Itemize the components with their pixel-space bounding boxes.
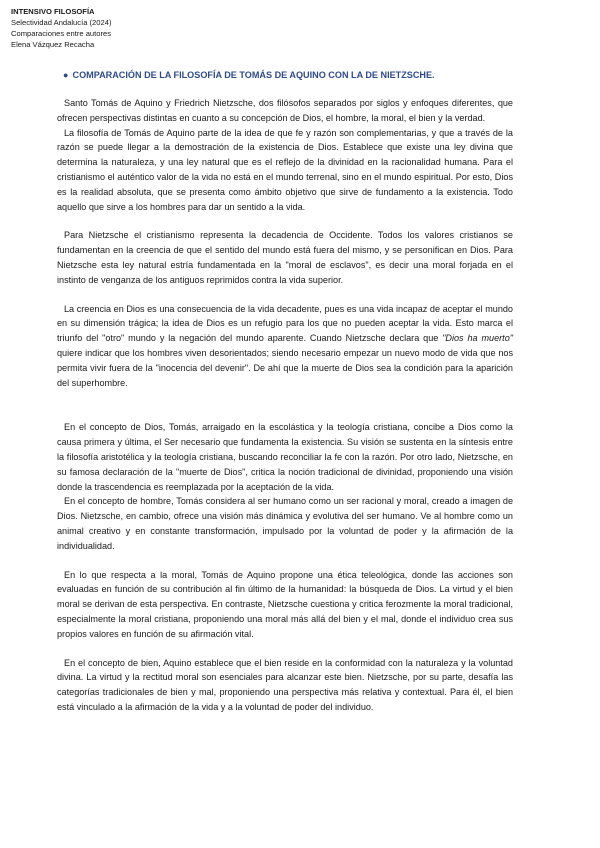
document-body	[57, 96, 513, 715]
paragraph-concept-good: En el concepto de bien, Aquino establece que el bien reside en la conformidad con la naturaleza y la voluntad divina. La virtud y la rectitud moral son esenciales para alcanzar este bien. Nietzsche, por su parte, desafía las categorías tradicionales de bien y mal, proponiendo una perspectiva más relativa y contextual. Para él, el bien está vinculado a la afirmación de la vida y a la voluntad de poder del individuo.	[57, 657, 513, 712]
exam-label: Selectividad Andalucía (2024)	[11, 18, 112, 27]
quote-dios-ha-muerto: "Dios ha muerto"	[442, 333, 513, 344]
bullet-icon: ●	[63, 70, 69, 80]
section-title-text: COMPARACIÓN DE LA FILOSOFÍA DE TOMÁS DE AQUINO CON LA DE NIETZSCHE.	[72, 70, 435, 80]
document-header	[11, 6, 111, 50]
paragraph-concept-moral: En lo que respecta a la moral, Tomás de Aquino propone una ética teleológica, donde las acciones son evaluadas en función de su contribución al fin último de la humanidad: la búsqueda de Dios. La virtud y el bien moral se derivan de esta perspectiva. En contraste, Nietzsche cuestiona y critica ferozmente la moral tradicional, especialmente la moral cristiana, proponiendo una moral más allá del bien y el mal, donde el individuo crea sus propios valores en función de su afirmación vital.	[57, 569, 513, 639]
paragraph-nietzsche-christianity: Para Nietzsche el cristianismo representa la decadencia de Occidente. Todos los valores cristianos se fundamentan en la creencia de que el sentido del mundo está fuera del mismo, y se personifican en Dios. Para Nietzsche esta ley natural estría fundamentada en la "moral de esclavos", es decir una moral forjada en el instinto de venganza de los antiguos reprimidos contra la vida superior.	[57, 230, 513, 285]
author-name: Elena Vázquez Recacha	[11, 40, 95, 49]
paragraph-death-of-god-part1: La creencia en Dios es una consecuencia de la vida decadente, pues es una vida incapaz de aceptar el mundo en su dimensión trágica; la idea de Dios es un refugio para los que no pueden aceptar la vida. Esto marca el triunfo del "otro" mundo y la negación del mundo aparente. Cuando Nietzsche declara que	[57, 303, 513, 344]
paragraph-intro: Santo Tomás de Aquino y Friedrich Nietzsche, dos filósofos separados por siglos y enfoques diferentes, que ofrecen perspectivas distintas en cuanto a su concepción de Dios, el hombre, la moral, el bien y la verdad.	[57, 98, 513, 123]
paragraph-death-of-god-part2: quiere indicar que los hombres viven desorientados; siendo necesario empezar un nuevo modo de vida que nos permita vivir fuera de la "inocencia del devenir". De ahí que la muerte de Dios sea la condición para la aparición del superhombre.	[57, 347, 513, 388]
paragraph-concept-god: En el concepto de Dios, Tomás, arraigado en la escolástica y la teología cristiana, concibe a Dios como la causa primera y última, el Ser necesario que fundamenta la existencia. Su visión se sustenta en la síntesis entre la filosofía aristotélica y la teología cristiana, buscando reconciliar la fe con la razón. Por otro lado, Nietzsche, en su famosa declaración de la "muerte de Dios", critica la noción tradicional de divinidad, proponiendo una visión donde la trascendencia es reemplazada por la aceptación de la vida.	[57, 422, 513, 492]
section-title	[63, 70, 543, 80]
topic-label: Comparaciones entre autores	[11, 29, 112, 38]
paragraph-concept-man: En el concepto de hombre, Tomás considera al ser humano como un ser racional y moral, creado a imagen de Dios. Nietzsche, en cambio, ofrece una visión más dinámica y evolutiva del ser humano. Ve al hombre como un animal creativo y en constante transformación, impulsado por la voluntad de poder y la afirmación de la individualidad.	[57, 496, 513, 551]
course-title: INTENSIVO FILOSOFÍA	[11, 7, 95, 16]
paragraph-death-of-god	[57, 302, 513, 391]
paragraph-aquino: La filosofía de Tomás de Aquino parte de la idea de que fe y razón son complementarias, y que a través de la razón se puede llegar a la demostración de la existencia de Dios. Establece que existe una ley divina que determina la naturaleza, y una ley natural que es el reflejo de la divinidad en la racionalidad humana. Para el cristianismo el auténtico valor de la vida no está en el mundo terrenal, sino en el mundo espiritual. Por esto, Dios es la realidad absoluta, que se presenta como ámbito objetivo que sirve de fundamento a la existencia. Todo aquello que sirve a los hombres para dar un sentido a la vida.	[57, 127, 513, 212]
